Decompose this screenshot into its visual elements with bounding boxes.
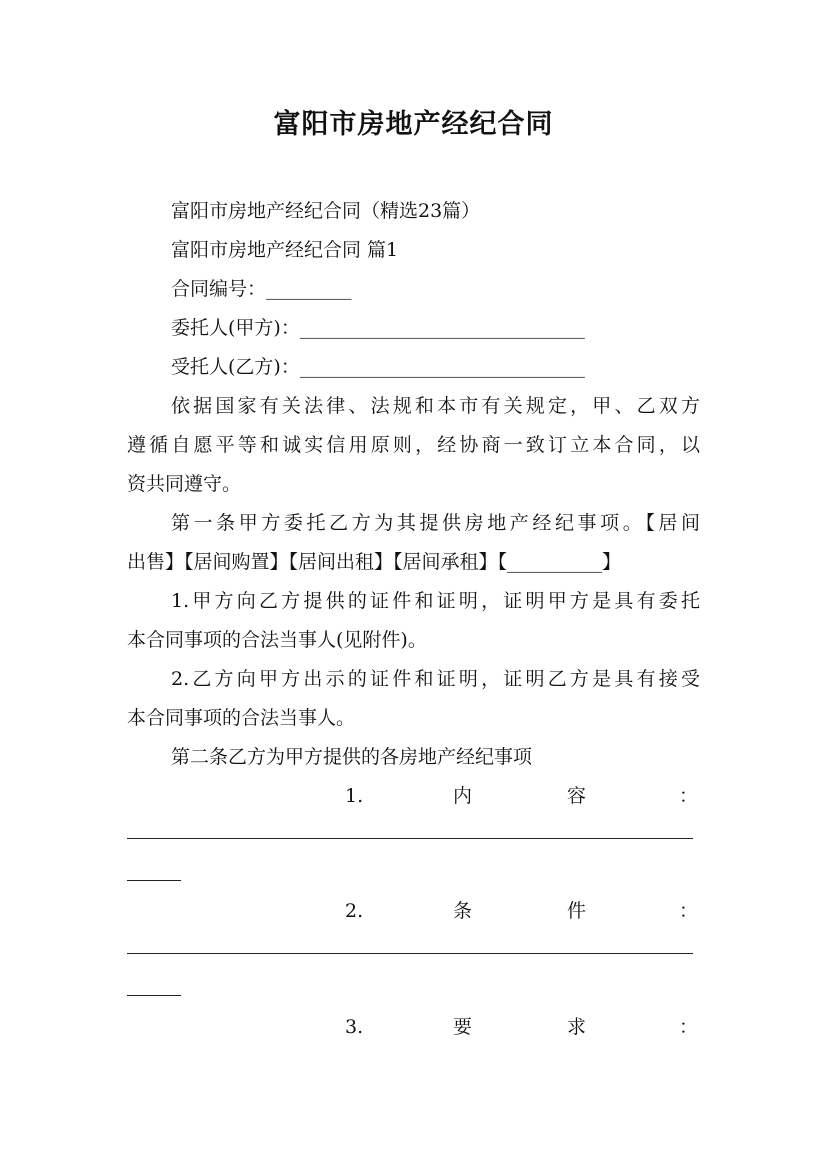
item-label-char: 条 [453, 900, 473, 922]
agent-party-line: 受托人(乙方)：______________________________ [171, 356, 585, 378]
item-label-char: 要 [453, 1016, 473, 1038]
item-number: 3. [345, 1016, 364, 1038]
item-number: 2. [345, 900, 364, 922]
blank-line [127, 838, 693, 839]
client-party-line: 委托人(甲方)：______________________________ [171, 317, 585, 339]
item-colon: ： [679, 900, 699, 922]
item-colon: ： [679, 785, 699, 807]
blank-line-end [127, 995, 181, 996]
item-label-char: 求 [567, 1016, 587, 1038]
clause1-line-2: 本合同事项的合法当事人(见附件)。 [127, 629, 427, 651]
article2-heading: 第二条乙方为甲方提供的各房地产经纪事项 [171, 746, 533, 768]
blank-line [127, 953, 693, 954]
document-title: 富阳市房地产经纪合同 [273, 109, 554, 140]
clause2-line-2: 本合同事项的合法当事人。 [127, 707, 356, 729]
clause1-line-1: 1.甲方向乙方提供的证件和证明，证明甲方是具有委托 [171, 590, 700, 612]
intro-line-3: 资共同遵守。 [127, 473, 242, 495]
article1-line-1: 第一条甲方委托乙方为其提供房地产经纪事项。【居间 [171, 512, 700, 534]
item-content-row [127, 777, 700, 815]
section-heading: 富阳市房地产经纪合同 篇1 [171, 239, 399, 261]
item-colon: ： [679, 1016, 699, 1038]
clause2-line-1: 2.乙方向甲方出示的证件和证明，证明乙方是具有接受 [171, 668, 700, 690]
item-label-char: 件 [567, 900, 587, 922]
contract-number-line: 合同编号：_________ [171, 278, 352, 300]
item-label-char: 内 [453, 785, 473, 807]
item-label-char: 容 [567, 785, 587, 807]
intro-line-2: 遵循自愿平等和诚实信用原则，经协商一致订立本合同，以 [127, 434, 700, 456]
item-number: 1. [345, 785, 364, 807]
document-subtitle: 富阳市房地产经纪合同（精选23篇） [171, 200, 481, 222]
intro-line-1: 依据国家有关法律、法规和本市有关规定，甲、乙双方 [171, 395, 700, 417]
article1-line-2: 出售】【居间购置】【居间出租】【居间承租】【__________】 [127, 551, 622, 573]
item-condition-row [127, 892, 700, 930]
item-requirement-row [127, 1008, 700, 1046]
blank-line-end [127, 880, 181, 881]
